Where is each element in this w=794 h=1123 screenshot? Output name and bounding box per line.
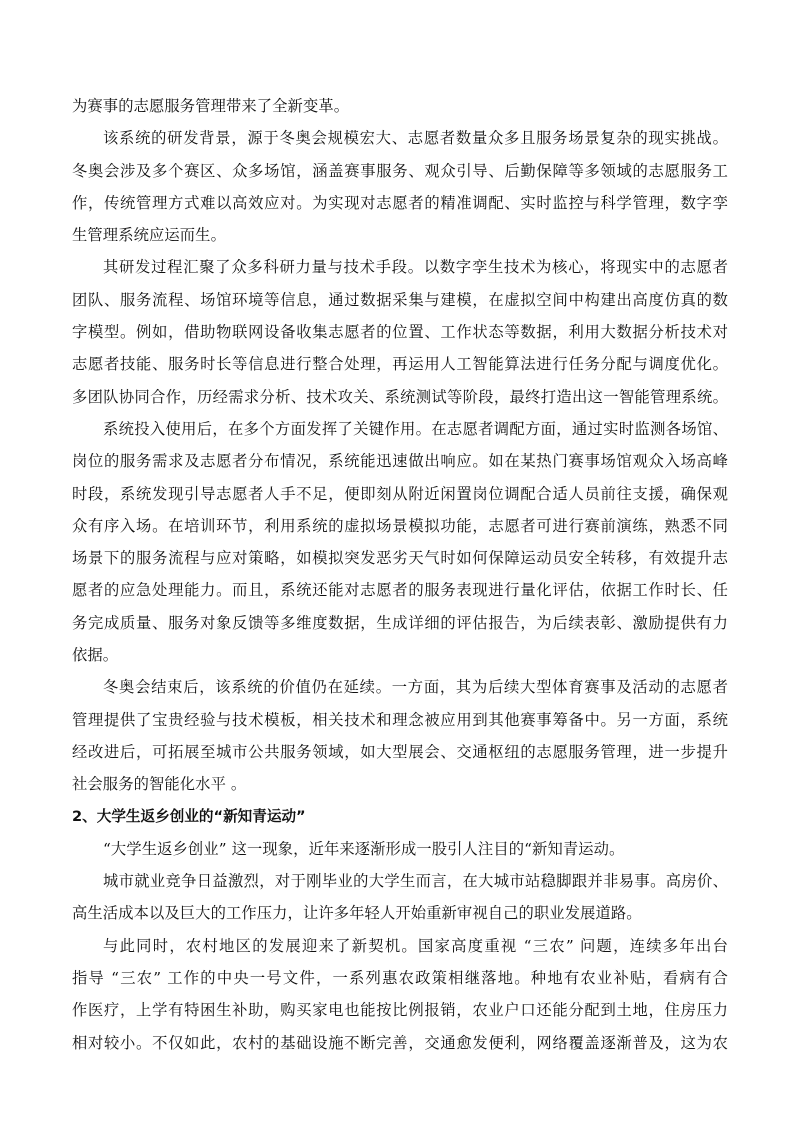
- text-line: 城市就业竞争日益激烈，对于刚毕业的大学生而言，在大城市站稳脚跟并非易事。高房价、: [103, 872, 728, 891]
- text-line: 场景下的服务流程与应对策略，如模拟突发恶劣天气时如何保障运动员安全转移，有效提升志: [72, 549, 728, 568]
- text-line: 志愿者技能、服务时长等信息进行整合处理，再运用人工智能算法进行任务分配与调度优化。: [72, 355, 728, 374]
- text-line: 社会服务的智能化水平 。: [72, 775, 247, 794]
- text-line: 其研发过程汇聚了众多科研力量与技术手段。以数字孪生技术为核心，将现实中的志愿者: [103, 258, 728, 277]
- text-line: 系统投入使用后，在多个方面发挥了关键作用。在志愿者调配方面，通过实时监测各场馆、: [103, 419, 728, 438]
- text-line: 相对较小。不仅如此，农村的基础设施不断完善，交通愈发便利，网络覆盖逐渐普及，这为农: [72, 1033, 728, 1052]
- text-line: 众有序入场。在培训环节，利用系统的虚拟场景模拟功能，志愿者可进行赛前演练，熟悉不同: [72, 516, 728, 535]
- text-line: 与此同时，农村地区的发展迎来了新契机。国家高度重视 “三农” 问题，连续多年出台: [103, 936, 728, 955]
- text-line: 岗位的服务需求及志愿者分布情况，系统能迅速做出响应。如在某热门赛事场馆观众入场高峰: [72, 452, 728, 471]
- text-line: 愿者的应急处理能力。而且，系统还能对志愿者的服务表现进行量化评估，依据工作时长、任: [72, 581, 728, 600]
- text-line: 经改进后，可拓展至城市公共服务领域，如大型展会、交通枢纽的志愿服务管理，进一步提升: [72, 742, 728, 761]
- text-line: “大学生返乡创业” 这一现象，近年来逐渐形成一股引人注目的“新知青运动。: [103, 839, 625, 858]
- document-page: [72, 90, 728, 1059]
- section-1-body: [72, 90, 728, 801]
- section-2-heading: 2、大学生返乡创业的“新知青运动”: [72, 807, 306, 825]
- text-line: 该系统的研发背景，源于冬奥会规模宏大、志愿者数量众多且服务场景复杂的现实挑战。: [103, 129, 728, 148]
- text-line: 时段，系统发现引导志愿者人手不足，便即刻从附近闲置岗位调配合适人员前往支援，确保观: [72, 484, 728, 503]
- section-2-body: [72, 833, 728, 1059]
- text-line: 依据。: [72, 646, 119, 665]
- text-line: 冬奥会涉及多个赛区、众多场馆，涵盖赛事服务、观众引导、后勤保障等多领域的志愿服务工: [72, 161, 728, 180]
- text-line: 为赛事的志愿服务管理带来了全新变革。: [72, 97, 350, 115]
- text-line: 管理提供了宝贵经验与技术模板，相关技术和理念被应用到其他赛事筹备中。另一方面，系统: [72, 710, 728, 729]
- text-line: 指导 “三农” 工作的中央一号文件，一系列惠农政策相继落地。种地有农业补贴，看病有合: [72, 969, 728, 988]
- text-line: 务完成质量、服务对象反馈等多维度数据，生成详细的评估报告，为后续表彰、激励提供有力: [72, 613, 728, 632]
- text-line: 字模型。例如，借助物联网设备收集志愿者的位置、工作状态等数据，利用大数据分析技术对: [72, 323, 728, 342]
- text-line: 作医疗，上学有特困生补助，购买家电也能按比例报销，农业户口还能分配到土地，住房压力: [72, 1001, 728, 1020]
- text-line: 高生活成本以及巨大的工作压力，让许多年轻人开始重新审视自己的职业发展道路。: [72, 904, 642, 923]
- text-line: 作，传统管理方式难以高效应对。为实现对志愿者的精准调配、实时监控与科学管理，数字孪: [72, 193, 728, 212]
- text-line: 生管理系统应运而生。: [72, 226, 226, 245]
- text-line: 冬奥会结束后，该系统的价值仍在延续。一方面，其为后续大型体育赛事及活动的志愿者: [103, 678, 728, 697]
- text-line: 团队、服务流程、场馆环境等信息，通过数据采集与建模，在虚拟空间中构建出高度仿真的数: [72, 290, 728, 309]
- text-line: 多团队协同合作，历经需求分析、技术攻关、系统测试等阶段，最终打造出这一智能管理系统。: [72, 387, 728, 406]
